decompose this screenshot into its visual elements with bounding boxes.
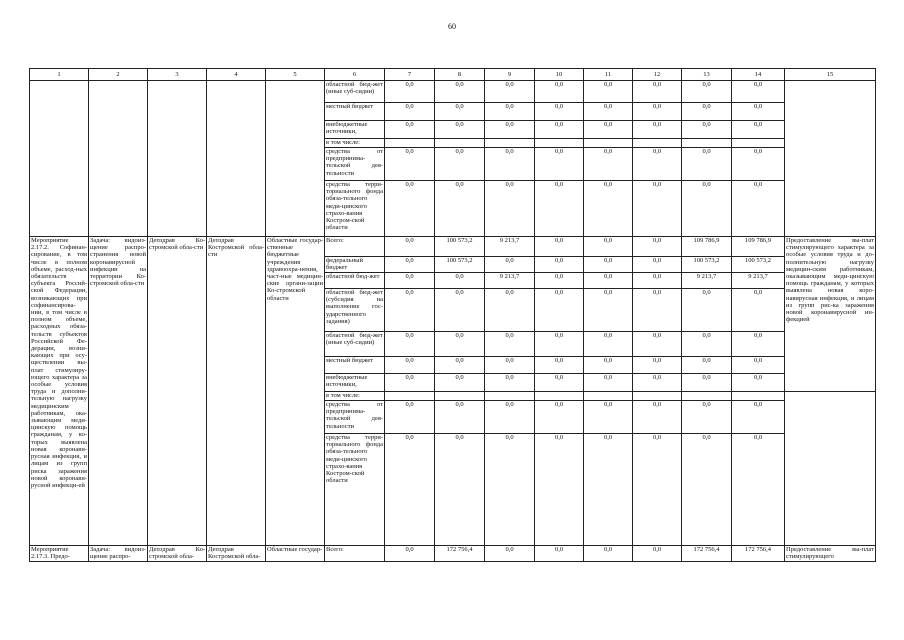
funding-source: средства терри-ториального фонда обяза-тельного меди-цинского страхо-вания Костром-ской области [325, 181, 385, 237]
activity-col-3: Депздрав Ко-стромской обла-сти [148, 237, 207, 546]
value-cell: 0,0 [435, 81, 485, 103]
value-cell: 0,0 [535, 103, 584, 121]
funding-source: средства от предпринима-тельской дея-тельности [325, 401, 385, 434]
funding-source: Всего: [325, 237, 385, 257]
value-cell: 0,0 [485, 434, 535, 546]
value-cell: 0,0 [485, 401, 535, 434]
value-cell: 0,0 [485, 332, 535, 357]
activity-col-1: Мероприятие 2.17.3. Предо- [30, 546, 89, 562]
value-cell: 0,0 [485, 357, 535, 374]
value-cell: 0,0 [435, 374, 485, 392]
value-cell: 0,0 [385, 374, 435, 392]
value-cell: 0,0 [435, 357, 485, 374]
funding-source: Всего: [325, 546, 385, 562]
value-cell [485, 392, 535, 401]
funding-source: средства терри-ториального фонда обяза-тельного меди-цинского страхо-вания Костром-ской области [325, 434, 385, 546]
value-cell: 0,0 [535, 289, 584, 332]
value-cell: 0,0 [732, 148, 785, 181]
value-cell: 0,0 [535, 237, 584, 257]
value-cell: 172 756,4 [682, 546, 732, 562]
value-cell: 109 786,9 [682, 237, 732, 257]
funding-source: внебюджетные источники, [325, 121, 385, 139]
table-row [30, 546, 876, 562]
value-cell: 0,0 [584, 374, 633, 392]
value-cell: 0,0 [435, 273, 485, 289]
value-cell: 0,0 [682, 434, 732, 546]
value-cell: 0,0 [385, 81, 435, 103]
value-cell [535, 139, 584, 148]
value-cell: 9 213,7 [485, 273, 535, 289]
value-cell: 0,0 [535, 401, 584, 434]
activity-col-5: Областные государ-ственные бюджетные учреждения здравоохра-нения, част-ные медицин-ские органи-зации Ко-стромской области [266, 237, 325, 546]
funding-source: федеральный бюджет [325, 257, 385, 273]
value-cell: 0,0 [535, 357, 584, 374]
value-cell: 0,0 [485, 257, 535, 273]
value-cell: 0,0 [435, 401, 485, 434]
value-cell: 0,0 [732, 434, 785, 546]
activity-col-2: Задача: видоиз-щение распро-странения новой коронавирусной инфекции на территории Ко-стромской обла-сти [89, 237, 148, 546]
value-cell: 0,0 [435, 289, 485, 332]
value-cell: 0,0 [435, 148, 485, 181]
value-cell: 0,0 [435, 121, 485, 139]
value-cell: 0,0 [485, 148, 535, 181]
value-cell: 0,0 [385, 121, 435, 139]
value-cell: 172 756,4 [435, 546, 485, 562]
value-cell: 0,0 [584, 434, 633, 546]
value-cell: 0,0 [535, 121, 584, 139]
value-cell: 0,0 [485, 103, 535, 121]
value-cell: 0,0 [732, 289, 785, 332]
activity-col-4: Депздрав Костромской обла-сти [207, 237, 266, 546]
value-cell [584, 139, 633, 148]
activity-result: Предоставление вы-плат стимулирующего [786, 546, 874, 561]
value-cell: 0,0 [584, 148, 633, 181]
value-cell: 0,0 [732, 401, 785, 434]
value-cell [732, 139, 785, 148]
value-cell: 0,0 [732, 103, 785, 121]
value-cell: 100 573,2 [732, 257, 785, 273]
value-cell: 0,0 [633, 332, 682, 357]
column-header-12: 12 [633, 69, 682, 81]
funding-source: областной бюд-жет (субсидия на выполнение гос-ударственного задания) [325, 289, 385, 332]
value-cell: 0,0 [385, 434, 435, 546]
column-header-3: 3 [148, 69, 207, 81]
value-cell: 0,0 [485, 374, 535, 392]
value-cell: 0,0 [535, 148, 584, 181]
value-cell [584, 392, 633, 401]
value-cell: 0,0 [535, 332, 584, 357]
value-cell: 0,0 [535, 273, 584, 289]
funding-source: в том числе: [325, 139, 385, 148]
value-cell: 0,0 [385, 357, 435, 374]
value-cell: 0,0 [435, 332, 485, 357]
activity-result: Предоставление вы-плат стимулирующего характера за особые условия труда и до-полнительную нагрузку медицин-ским работникам, оказывающим меди-цинскую помощь гражданам, у которых выявлена новая коро-навирусная инфекция, и лицам из групп рис-ка заражения новой коронавирусной ин-фекцией [785, 237, 876, 392]
value-cell: 0,0 [535, 257, 584, 273]
value-cell: 0,0 [485, 546, 535, 562]
value-cell: 0,0 [584, 401, 633, 434]
value-cell: 0,0 [732, 332, 785, 357]
value-cell: 0,0 [682, 357, 732, 374]
value-cell: 0,0 [732, 81, 785, 103]
value-cell: 0,0 [535, 434, 584, 546]
value-cell: 0,0 [385, 181, 435, 237]
continuation-cell-15 [785, 81, 876, 237]
column-header-7: 7 [385, 69, 435, 81]
column-header-10: 10 [535, 69, 584, 81]
value-cell: 0,0 [535, 546, 584, 562]
funding-source: местный бюджет [325, 357, 385, 374]
value-cell: 0,0 [633, 103, 682, 121]
value-cell [633, 139, 682, 148]
value-cell: 0,0 [682, 374, 732, 392]
value-cell: 0,0 [633, 289, 682, 332]
value-cell: 0,0 [633, 237, 682, 257]
value-cell [732, 392, 785, 401]
value-cell: 0,0 [633, 81, 682, 103]
column-header-6: 6 [325, 69, 385, 81]
funding-source: в том числе: [325, 392, 385, 401]
budget-table [29, 68, 876, 562]
funding-source: областной бюд-жет (иные суб-сидии) [325, 81, 385, 103]
value-cell: 172 756,4 [732, 546, 785, 562]
table-row [30, 81, 876, 103]
value-cell: 0,0 [732, 181, 785, 237]
activity-col-3: Депздрав Ко-стромской обла- [149, 546, 205, 561]
continuation-cell-4 [207, 81, 266, 237]
header-row [30, 69, 876, 81]
value-cell: 0,0 [633, 357, 682, 374]
value-cell: 9 213,7 [682, 273, 732, 289]
value-cell: 0,0 [584, 103, 633, 121]
funding-source: областной бюд-жет [325, 273, 385, 289]
value-cell [485, 139, 535, 148]
column-header-4: 4 [207, 69, 266, 81]
value-cell: 0,0 [584, 257, 633, 273]
value-cell: 0,0 [584, 181, 633, 237]
value-cell: 100 573,2 [435, 257, 485, 273]
value-cell [385, 392, 435, 401]
value-cell [435, 392, 485, 401]
value-cell: 0,0 [584, 81, 633, 103]
value-cell: 0,0 [385, 546, 435, 562]
value-cell: 0,0 [385, 257, 435, 273]
value-cell: 0,0 [485, 121, 535, 139]
value-cell [385, 139, 435, 148]
column-header-9: 9 [485, 69, 535, 81]
value-cell: 0,0 [584, 546, 633, 562]
value-cell: 0,0 [535, 374, 584, 392]
value-cell: 0,0 [682, 103, 732, 121]
value-cell: 0,0 [682, 401, 732, 434]
value-cell: 0,0 [633, 546, 682, 562]
value-cell [682, 139, 732, 148]
value-cell: 0,0 [535, 81, 584, 103]
value-cell: 0,0 [385, 289, 435, 332]
value-cell: 0,0 [485, 289, 535, 332]
column-header-15: 15 [785, 69, 876, 81]
value-cell: 0,0 [435, 434, 485, 546]
value-cell: 0,0 [385, 103, 435, 121]
value-cell: 0,0 [633, 121, 682, 139]
column-header-13: 13 [682, 69, 732, 81]
funding-source: областной бюд-жет (иные суб-сидии) [325, 332, 385, 357]
funding-source: местный бюджет [325, 103, 385, 121]
table-row [30, 237, 876, 257]
value-cell: 0,0 [682, 81, 732, 103]
activity-col-4: Депздрав Костромской обла- [207, 546, 266, 562]
value-cell: 0,0 [385, 237, 435, 257]
value-cell: 0,0 [584, 357, 633, 374]
column-header-11: 11 [584, 69, 633, 81]
value-cell: 0,0 [584, 121, 633, 139]
value-cell: 0,0 [485, 81, 535, 103]
column-header-5: 5 [266, 69, 325, 81]
value-cell: 0,0 [633, 181, 682, 237]
column-header-8: 8 [435, 69, 485, 81]
value-cell: 0,0 [732, 121, 785, 139]
value-cell: 0,0 [682, 289, 732, 332]
continuation-cell-2 [89, 81, 148, 237]
activity-col-5: Областные государ- [266, 546, 325, 562]
value-cell: 0,0 [633, 148, 682, 181]
value-cell [435, 139, 485, 148]
value-cell: 0,0 [633, 434, 682, 546]
activity-col-1: Мероприятие 2.17.2. Софинан-сирование, в том числе в полном объеме, расход-ных обязательств субъекта Россий-ской Федерации, возникающих при софинансирова-нии, в том числе в полном объеме, расходных обяза-тельств субъектов Российской Фе-дерации, возни-кающих при осу-ществлении вы-плат стимулиру-ющего характера за особые условия труда и дополни-тельную нагрузку медицинским работникам, ока-зывающим меди-цинскую помощь гражданам, у ко-торых выявлена новая коронави-русная инфекция, и лицам из групп риска заражения новой коронави-русной инфекци-ей [30, 237, 89, 546]
value-cell: 0,0 [385, 273, 435, 289]
value-cell: 0,0 [385, 332, 435, 357]
value-cell [535, 392, 584, 401]
value-cell: 0,0 [435, 181, 485, 237]
continuation-cell-3 [148, 81, 207, 237]
value-cell: 0,0 [732, 357, 785, 374]
value-cell: 0,0 [485, 181, 535, 237]
value-cell: 0,0 [584, 237, 633, 257]
page-number: 60 [448, 22, 456, 31]
value-cell: 100 573,2 [682, 257, 732, 273]
value-cell: 0,0 [682, 148, 732, 181]
funding-source: внебюджетные источники, [325, 374, 385, 392]
value-cell: 0,0 [385, 401, 435, 434]
continuation-cell-1 [30, 81, 89, 237]
value-cell: 0,0 [633, 257, 682, 273]
value-cell: 0,0 [682, 332, 732, 357]
funding-source: средства от предпринима-тельской дея-тельности [325, 148, 385, 181]
continuation-cell-5 [266, 81, 325, 237]
value-cell: 0,0 [535, 181, 584, 237]
value-cell: 0,0 [584, 273, 633, 289]
column-header-2: 2 [89, 69, 148, 81]
value-cell: 0,0 [682, 181, 732, 237]
value-cell [633, 392, 682, 401]
activity-col-2: Задача: видоиз-щение распро- [90, 546, 146, 561]
value-cell: 109 786,9 [732, 237, 785, 257]
value-cell: 0,0 [435, 103, 485, 121]
value-cell: 100 573,2 [435, 237, 485, 257]
column-header-14: 14 [732, 69, 785, 81]
value-cell: 0,0 [682, 121, 732, 139]
activity-result-empty [785, 392, 876, 546]
value-cell: 0,0 [385, 148, 435, 181]
value-cell: 0,0 [633, 273, 682, 289]
value-cell: 9 213,7 [485, 237, 535, 257]
value-cell: 9 213,7 [732, 273, 785, 289]
value-cell: 0,0 [732, 374, 785, 392]
value-cell: 0,0 [633, 374, 682, 392]
value-cell: 0,0 [584, 332, 633, 357]
column-header-1: 1 [30, 69, 89, 81]
value-cell: 0,0 [633, 401, 682, 434]
value-cell [682, 392, 732, 401]
value-cell: 0,0 [584, 289, 633, 332]
